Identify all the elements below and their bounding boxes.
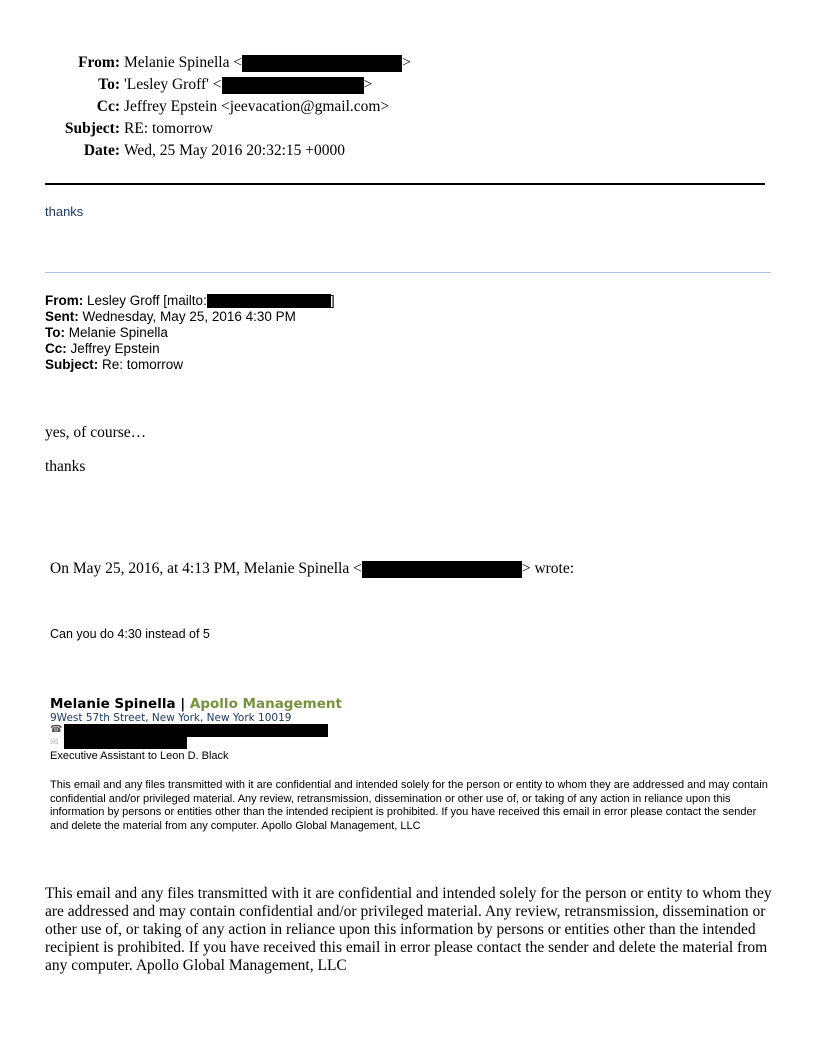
- quoted-question: Can you do 4:30 instead of 5: [50, 627, 210, 641]
- fwd-to-row: [45, 325, 335, 341]
- quoted-attribution: [50, 560, 574, 578]
- body-line-1: yes, of course…: [45, 424, 147, 441]
- cc-label: Cc:: [96, 98, 120, 115]
- wrote-prefix: On May 25, 2016, at 4:13 PM, Melanie Spinella <: [50, 560, 362, 577]
- fwd-cc-value: Jeffrey Epstein: [70, 341, 160, 356]
- fwd-subject-value: Re: tomorrow: [102, 357, 184, 372]
- fwd-from-close: ]: [330, 293, 335, 308]
- signature-company: Apollo Management: [189, 696, 342, 712]
- fwd-sent-value: Wednesday, May 25, 2016 4:30 PM: [82, 309, 296, 324]
- fwd-to-label: To:: [45, 325, 65, 340]
- fwd-sent-label: Sent:: [45, 309, 79, 324]
- cc-value: Jeffrey Epstein <jeevacation@gmail.com>: [124, 98, 390, 115]
- reply-text: thanks: [45, 204, 84, 219]
- header-divider: [45, 183, 765, 185]
- fwd-from-value: Lesley Groff [mailto:: [87, 293, 207, 308]
- date-label: Date:: [83, 142, 120, 159]
- to-name: 'Lesley Groff' <: [124, 76, 222, 93]
- signature-name-line: [50, 696, 342, 712]
- signature-block: [50, 696, 342, 762]
- fwd-from-row: [45, 293, 335, 309]
- subject-label: Subject:: [64, 120, 120, 137]
- to-label: To:: [98, 76, 120, 93]
- redaction-block: [242, 55, 402, 72]
- wrote-suffix: > wrote:: [521, 560, 575, 577]
- to-close: >: [363, 76, 373, 93]
- from-value: [124, 52, 411, 74]
- disclaimer-small: This email and any files transmitted with it are confidential and intended solely for the person or entity to whom they are addressed and may contain confidential and/or privileged material. Any review, retransmission, dissemination or other use of, or taking of any action in reliance upon this information by persons or entities other than the intended recipient is prohibited. If you have received this email in error please contact the sender and delete the material from any computer. Apollo Global Management, LLC: [50, 779, 768, 832]
- envelope-icon: ✉: [50, 737, 59, 748]
- date-value: Wed, 25 May 2016 20:32:15 +0000: [124, 142, 346, 159]
- to-value: [124, 74, 372, 96]
- reply-divider: [45, 272, 771, 273]
- disclaimer-large: This email and any files transmitted with it are confidential and intended solely for the person or entity to whom they are addressed and may contain confidential and/or privileged material. Any review, retransmission, dissemination or other use of, or taking of any action in reliance upon this information by persons or entities other than the intended recipient is prohibited. If you have received this email in error please contact the sender and delete the material from any computer. Apollo Global Management, LLC: [45, 885, 772, 974]
- fwd-cc-label: Cc:: [45, 341, 67, 356]
- from-name: Melanie Spinella <: [124, 54, 243, 71]
- redaction-block: [64, 724, 328, 737]
- signature-address: 9West 57th Street, New York, New York 10019: [50, 712, 292, 724]
- redaction-block: [362, 561, 522, 578]
- phone-icon: ☎: [50, 724, 63, 735]
- fwd-subject-row: [45, 357, 335, 373]
- fwd-sent-row: [45, 309, 335, 325]
- signature-name: Melanie Spinella: [50, 696, 176, 712]
- fwd-subject-label: Subject:: [45, 357, 99, 372]
- body-line-2: thanks: [45, 458, 86, 475]
- from-close: >: [402, 54, 411, 71]
- signature-title: Executive Assistant to Leon D. Black: [50, 750, 229, 762]
- fwd-from-label: From:: [45, 293, 84, 308]
- signature-separator: |: [175, 696, 190, 712]
- signature-phone-line: [50, 724, 342, 737]
- subject-value: RE: tomorrow: [124, 120, 214, 137]
- fwd-cc-row: [45, 341, 335, 357]
- fwd-to-value: Melanie Spinella: [68, 325, 168, 340]
- from-label: From:: [78, 54, 120, 71]
- redaction-block: [222, 77, 364, 94]
- redaction-block: [207, 294, 331, 308]
- forwarded-header: [45, 293, 335, 373]
- redaction-block: [64, 737, 187, 749]
- signature-email-line: [50, 737, 342, 750]
